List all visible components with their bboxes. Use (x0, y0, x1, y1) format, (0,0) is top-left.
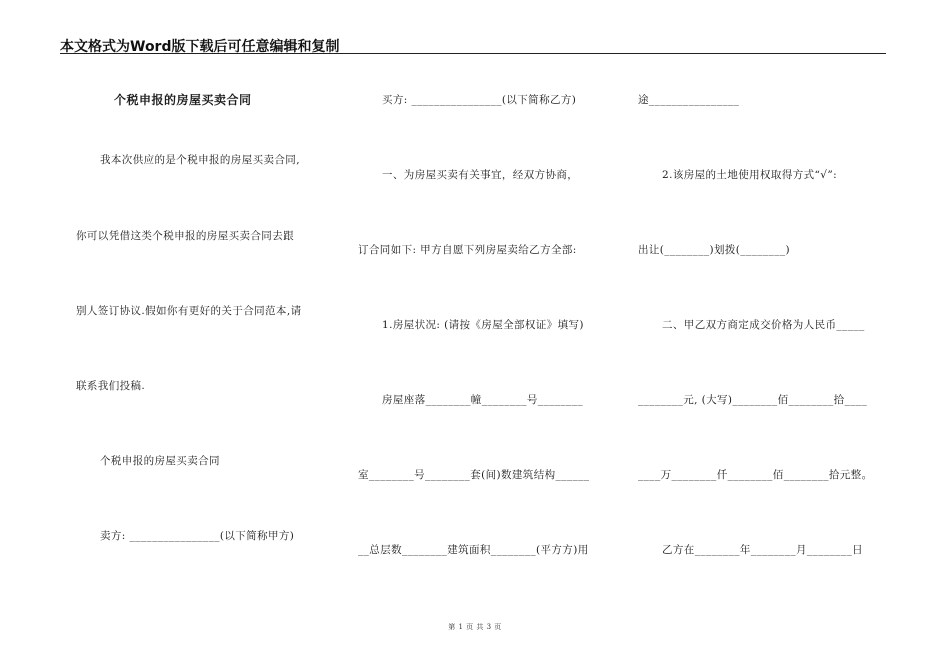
clause-line: 出让(________)划拨(________) (638, 244, 790, 256)
paragraph-line: 你可以凭借这类个税申报的房屋买卖合同去跟 (76, 230, 294, 242)
clause-line: 订合同如下: 甲方自愿下列房屋卖给乙方全部: (358, 244, 577, 256)
page-number: 第 1 页 共 3 页 (448, 623, 502, 631)
paragraph-line: 别人签订协议.假如你有更好的关于合同范本,请 (76, 305, 302, 317)
usage-line: 途________________ (638, 94, 740, 106)
paragraph-line: 我本次供应的是个税申报的房屋买卖合同, (100, 154, 300, 166)
document-header: 本文格式为Word版下载后可任意编辑和复制 (60, 39, 340, 55)
price-line: ____万________仟________佰________拾元整。 (638, 469, 873, 481)
clause-line: 一、为房屋买卖有关事宜，经双方协商， (382, 169, 579, 181)
contract-title: 个税申报的房屋买卖合同 (114, 93, 252, 107)
buyer-line: 买方: ________________(以下简称乙方) (382, 94, 577, 106)
property-line: __总层数________建筑面积________(平方方)用 (358, 544, 589, 556)
section-heading: 个税申报的房屋买卖合同 (100, 455, 220, 467)
column-1 (76, 0, 326, 672)
price-line: ________元, (大写)________佰________拾____ (638, 394, 868, 406)
property-line: 房屋座落________幢________号________ (382, 394, 583, 406)
property-line: 室________号________套(间)数建筑结构______ (358, 469, 590, 481)
column-2 (358, 0, 616, 672)
seller-line: 卖方: ________________(以下简称甲方) (100, 530, 295, 542)
price-line: 二、甲乙双方商定成交价格为人民币_____ (662, 319, 865, 331)
clause-line: 1.房屋状况: (请按《房屋全部权证》填写) (382, 319, 584, 331)
clause-line: 2.该房屋的土地使用权取得方式“√”: (662, 169, 838, 181)
column-3 (638, 0, 888, 672)
paragraph-line: 联系我们投稿. (76, 380, 146, 392)
date-line: 乙方在________年________月________日 (662, 544, 863, 556)
